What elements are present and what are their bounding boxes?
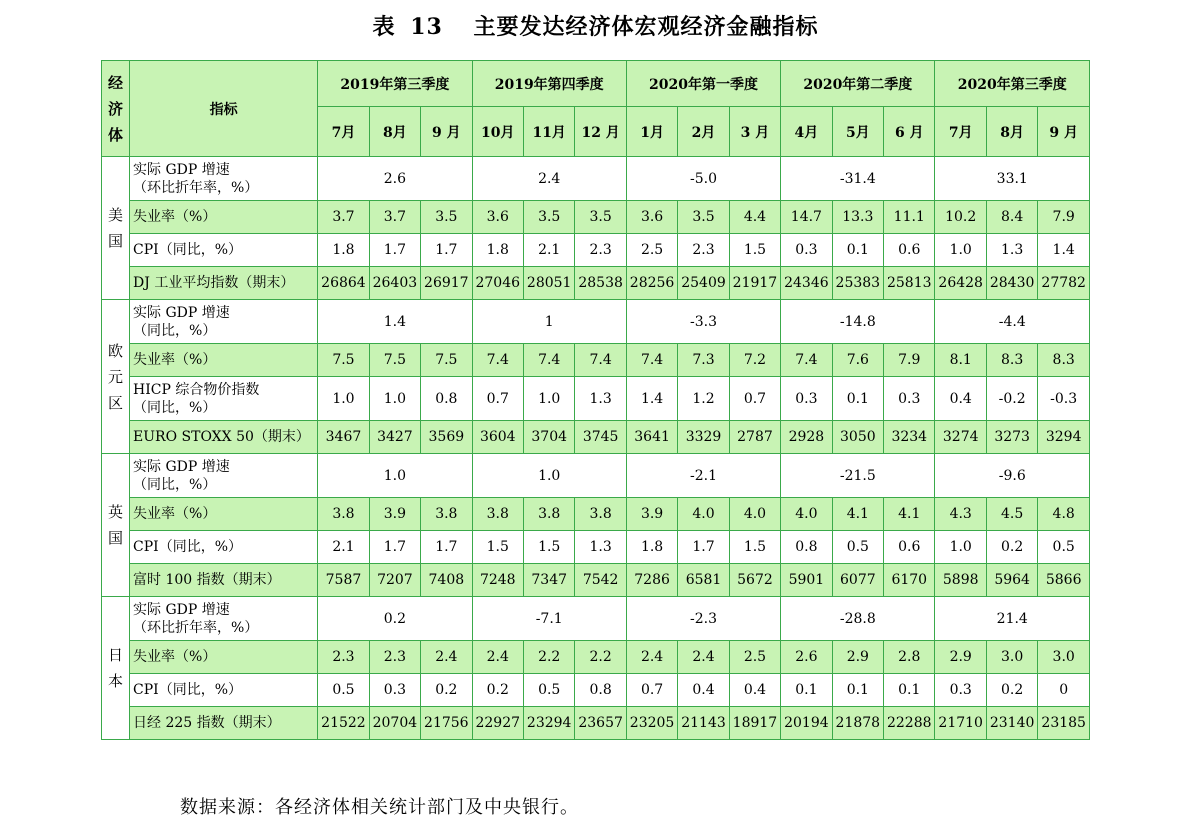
indicator-header: 指标	[130, 61, 318, 157]
value-cell: 2.3	[369, 641, 420, 674]
value-cell: 21756	[421, 707, 472, 740]
economy-label-char: 英	[108, 503, 124, 521]
value-cell: 4.8	[1038, 498, 1090, 531]
value-cell: 0.3	[781, 377, 832, 421]
value-cell: 22288	[884, 707, 935, 740]
value-cell: 25813	[884, 267, 935, 300]
quarter-header: 2019年第三季度	[318, 61, 472, 107]
value-cell: 13.3	[832, 201, 883, 234]
value-cell: 18917	[729, 707, 780, 740]
value-cell: 6170	[884, 564, 935, 597]
value-cell: 4.1	[884, 498, 935, 531]
value-cell: 8.3	[1038, 344, 1090, 377]
economy-label	[102, 157, 130, 300]
value-cell: 1.0	[369, 377, 420, 421]
indicator-label-line1: 实际 GDP 增速	[133, 601, 230, 618]
value-cell: 1.7	[369, 531, 420, 564]
value-cell: 1.0	[318, 377, 369, 421]
value-cell: 3569	[421, 421, 472, 454]
value-cell: 28256	[626, 267, 677, 300]
value-cell: 1.2	[678, 377, 729, 421]
value-cell: 3050	[832, 421, 883, 454]
quarter-header: 2019年第四季度	[472, 61, 626, 107]
table-row	[102, 707, 1090, 740]
value-cell: 0.2	[421, 674, 472, 707]
value-cell: 7.5	[318, 344, 369, 377]
value-cell: 0.4	[935, 377, 986, 421]
value-cell: 2.9	[935, 641, 986, 674]
indicator-label	[130, 300, 318, 344]
value-cell: 1.5	[729, 531, 780, 564]
indicator-label-line2: （同比，%）	[133, 399, 217, 416]
title-prefix: 表	[372, 14, 396, 40]
economy-label-char: 国	[108, 232, 124, 250]
value-cell: 2.6	[781, 641, 832, 674]
month-header: 9 月	[421, 107, 472, 157]
value-cell: 3.8	[575, 498, 626, 531]
value-cell: 27782	[1038, 267, 1090, 300]
month-header: 9 月	[1038, 107, 1090, 157]
value-cell: 10.2	[935, 201, 986, 234]
quarter-value-cell: 1	[472, 300, 626, 344]
value-cell: 2928	[781, 421, 832, 454]
value-cell: 3274	[935, 421, 986, 454]
table-row	[102, 421, 1090, 454]
value-cell: 3234	[884, 421, 935, 454]
economy-label-char: 元	[108, 367, 124, 386]
indicator-label	[130, 641, 318, 674]
value-cell: 0.1	[832, 377, 883, 421]
value-cell: 7587	[318, 564, 369, 597]
month-header: 7月	[935, 107, 986, 157]
value-cell: 2.9	[832, 641, 883, 674]
value-cell: 0.8	[421, 377, 472, 421]
value-cell: 3.5	[678, 201, 729, 234]
value-cell: 7.9	[884, 344, 935, 377]
table-row-gdp	[102, 157, 1090, 201]
value-cell: 0.3	[884, 377, 935, 421]
value-cell: 0.4	[678, 674, 729, 707]
value-cell: 5898	[935, 564, 986, 597]
value-cell: 0.3	[935, 674, 986, 707]
month-header: 6 月	[884, 107, 935, 157]
indicator-label-line1: 实际 GDP 增速	[133, 161, 230, 178]
value-cell: 0.2	[986, 531, 1037, 564]
value-cell: 1.0	[935, 531, 986, 564]
table-row	[102, 641, 1090, 674]
quarter-value-cell: -31.4	[781, 157, 935, 201]
value-cell: 7.4	[575, 344, 626, 377]
value-cell: 21143	[678, 707, 729, 740]
value-cell: 7.9	[1038, 201, 1090, 234]
table-row	[102, 201, 1090, 234]
value-cell: 2.3	[678, 234, 729, 267]
quarter-header: 2020年第三季度	[935, 61, 1090, 107]
value-cell: 3.8	[318, 498, 369, 531]
value-cell: 0.7	[472, 377, 523, 421]
month-header: 1月	[626, 107, 677, 157]
title-number: 13	[410, 14, 443, 40]
indicator-label-line1: 失业率（%）	[133, 209, 217, 225]
value-cell: 3.8	[421, 498, 472, 531]
quarter-value-cell: 2.4	[472, 157, 626, 201]
quarter-value-cell: -4.4	[935, 300, 1090, 344]
table-row	[102, 564, 1090, 597]
value-cell: 27046	[472, 267, 523, 300]
indicator-label	[130, 377, 318, 421]
value-cell: 23294	[523, 707, 574, 740]
value-cell: 2.2	[523, 641, 574, 674]
indicator-label-line2: （环比折年率，%）	[133, 179, 259, 196]
value-cell: 3.7	[369, 201, 420, 234]
quarter-value-cell: 1.4	[318, 300, 472, 344]
value-cell: 0.5	[832, 531, 883, 564]
indicator-label-line1: 日经 225 指数（期末）	[133, 715, 281, 731]
value-cell: 8.3	[986, 344, 1037, 377]
title-text: 主要发达经济体宏观经济金融指标	[473, 14, 819, 40]
value-cell: 1.0	[523, 377, 574, 421]
value-cell: 0.7	[626, 674, 677, 707]
quarter-value-cell: 1.0	[472, 454, 626, 498]
quarter-value-cell: 0.2	[318, 597, 472, 641]
economy-label	[102, 300, 130, 454]
value-cell: 2.2	[575, 641, 626, 674]
value-cell: 7.4	[781, 344, 832, 377]
value-cell: 7408	[421, 564, 472, 597]
value-cell: 4.0	[678, 498, 729, 531]
value-cell: 3273	[986, 421, 1037, 454]
quarter-value-cell: -9.6	[935, 454, 1090, 498]
value-cell: 0.5	[1038, 531, 1090, 564]
value-cell: 7542	[575, 564, 626, 597]
value-cell: 4.0	[729, 498, 780, 531]
value-cell: 2.1	[318, 531, 369, 564]
value-cell: 3704	[523, 421, 574, 454]
month-header: 12 月	[575, 107, 626, 157]
value-cell: 0.2	[986, 674, 1037, 707]
value-cell: 25409	[678, 267, 729, 300]
indicator-table	[101, 60, 1090, 740]
value-cell: 14.7	[781, 201, 832, 234]
economy-label-char: 日	[108, 646, 124, 664]
value-cell: 0.1	[781, 674, 832, 707]
value-cell: 2.4	[421, 641, 472, 674]
indicator-label	[130, 157, 318, 201]
month-header: 3 月	[729, 107, 780, 157]
value-cell: 1.7	[421, 234, 472, 267]
value-cell: 3.6	[626, 201, 677, 234]
value-cell: 21878	[832, 707, 883, 740]
value-cell: 4.3	[935, 498, 986, 531]
indicator-label-line1: HICP 综合物价指数	[133, 381, 260, 398]
value-cell: 4.5	[986, 498, 1037, 531]
indicator-label-line2: （同比，%）	[133, 476, 217, 493]
value-cell: 2.3	[318, 641, 369, 674]
value-cell: 3.0	[986, 641, 1037, 674]
value-cell: 26864	[318, 267, 369, 300]
indicator-label	[130, 344, 318, 377]
value-cell: 2.4	[678, 641, 729, 674]
value-cell: 1.3	[986, 234, 1037, 267]
value-cell: 8.1	[935, 344, 986, 377]
month-header: 5月	[832, 107, 883, 157]
data-source-note: 数据来源：各经济体相关统计部门及中央银行。	[180, 797, 579, 818]
value-cell: 4.0	[781, 498, 832, 531]
value-cell: 3.6	[472, 201, 523, 234]
value-cell: 2.3	[575, 234, 626, 267]
header-row-quarters	[102, 61, 1090, 107]
value-cell: 25383	[832, 267, 883, 300]
value-cell: 1.5	[523, 531, 574, 564]
value-cell: 0	[1038, 674, 1090, 707]
value-cell: 3.9	[369, 498, 420, 531]
value-cell: 7.5	[369, 344, 420, 377]
value-cell: 28051	[523, 267, 574, 300]
indicator-label-line1: CPI（同比，%）	[133, 242, 242, 258]
value-cell: 1.5	[472, 531, 523, 564]
value-cell: 7.3	[678, 344, 729, 377]
economy-label	[102, 454, 130, 597]
economy-label-char: 区	[108, 393, 124, 412]
indicator-label	[130, 674, 318, 707]
value-cell: 26428	[935, 267, 986, 300]
value-cell: 0.7	[729, 377, 780, 421]
table-row	[102, 267, 1090, 300]
value-cell: 1.7	[369, 234, 420, 267]
indicator-label	[130, 234, 318, 267]
economy-header-char: 经	[108, 73, 124, 92]
value-cell: 4.1	[832, 498, 883, 531]
indicator-label-line1: 富时 100 指数（期末）	[133, 572, 281, 588]
indicator-label	[130, 454, 318, 498]
quarter-value-cell: 21.4	[935, 597, 1090, 641]
table-title	[0, 10, 1191, 41]
economy-label-char: 国	[108, 529, 124, 547]
value-cell: 5901	[781, 564, 832, 597]
month-header: 2月	[678, 107, 729, 157]
value-cell: -0.3	[1038, 377, 1090, 421]
quarter-value-cell: -7.1	[472, 597, 626, 641]
table-row	[102, 234, 1090, 267]
month-header: 7月	[318, 107, 369, 157]
economy-header	[102, 61, 130, 157]
indicator-label-line1: 实际 GDP 增速	[133, 304, 230, 321]
value-cell: 23657	[575, 707, 626, 740]
value-cell: 0.2	[472, 674, 523, 707]
indicator-label-line1: 实际 GDP 增速	[133, 458, 230, 475]
economy-header-char: 济	[108, 99, 124, 118]
value-cell: 7.4	[626, 344, 677, 377]
value-cell: 7.4	[472, 344, 523, 377]
value-cell: 0.3	[781, 234, 832, 267]
value-cell: 2.5	[626, 234, 677, 267]
indicator-label-line1: 失业率（%）	[133, 352, 217, 368]
indicator-label	[130, 498, 318, 531]
indicator-label-line2: （同比，%）	[133, 322, 217, 339]
value-cell: 1.7	[678, 531, 729, 564]
value-cell: 11.1	[884, 201, 935, 234]
indicator-label-line2: （环比折年率，%）	[133, 619, 259, 636]
value-cell: 3294	[1038, 421, 1090, 454]
indicator-label	[130, 564, 318, 597]
value-cell: 3.5	[575, 201, 626, 234]
value-cell: -0.2	[986, 377, 1037, 421]
value-cell: 5866	[1038, 564, 1090, 597]
value-cell: 3.7	[318, 201, 369, 234]
indicator-label	[130, 421, 318, 454]
quarter-value-cell: -2.1	[626, 454, 780, 498]
value-cell: 0.1	[884, 674, 935, 707]
economy-label-char: 美	[108, 206, 124, 224]
indicator-label	[130, 597, 318, 641]
table-row	[102, 377, 1090, 421]
quarter-value-cell: 1.0	[318, 454, 472, 498]
quarter-header: 2020年第二季度	[781, 61, 935, 107]
value-cell: 1.4	[1038, 234, 1090, 267]
value-cell: 5672	[729, 564, 780, 597]
value-cell: 2.5	[729, 641, 780, 674]
value-cell: 0.6	[884, 234, 935, 267]
indicator-label	[130, 531, 318, 564]
value-cell: 1.3	[575, 531, 626, 564]
indicator-label-line1: CPI（同比，%）	[133, 539, 242, 555]
value-cell: 0.5	[523, 674, 574, 707]
indicator-label-line1: 失业率（%）	[133, 506, 217, 522]
value-cell: 26917	[421, 267, 472, 300]
value-cell: 3.9	[626, 498, 677, 531]
value-cell: 3329	[678, 421, 729, 454]
value-cell: 23140	[986, 707, 1037, 740]
value-cell: 2.4	[472, 641, 523, 674]
value-cell: 7248	[472, 564, 523, 597]
value-cell: 0.3	[369, 674, 420, 707]
month-header: 8月	[986, 107, 1037, 157]
value-cell: 2.1	[523, 234, 574, 267]
quarter-value-cell: -21.5	[781, 454, 935, 498]
value-cell: 3.5	[523, 201, 574, 234]
value-cell: 1.8	[318, 234, 369, 267]
value-cell: 3467	[318, 421, 369, 454]
value-cell: 1.7	[421, 531, 472, 564]
value-cell: 0.1	[832, 674, 883, 707]
value-cell: 22927	[472, 707, 523, 740]
value-cell: 1.3	[575, 377, 626, 421]
value-cell: 3.5	[421, 201, 472, 234]
quarter-value-cell: -5.0	[626, 157, 780, 201]
indicator-label-line1: EURO STOXX 50（期末）	[133, 429, 310, 445]
value-cell: 0.5	[318, 674, 369, 707]
value-cell: 1.0	[935, 234, 986, 267]
value-cell: 8.4	[986, 201, 1037, 234]
value-cell: 7.4	[523, 344, 574, 377]
table-row-gdp	[102, 300, 1090, 344]
value-cell: 7.6	[832, 344, 883, 377]
value-cell: 7347	[523, 564, 574, 597]
value-cell: 24346	[781, 267, 832, 300]
value-cell: 21710	[935, 707, 986, 740]
value-cell: 28430	[986, 267, 1037, 300]
value-cell: 7.5	[421, 344, 472, 377]
value-cell: 3641	[626, 421, 677, 454]
quarter-value-cell: -3.3	[626, 300, 780, 344]
value-cell: 1.8	[472, 234, 523, 267]
value-cell: 0.8	[575, 674, 626, 707]
indicator-label	[130, 267, 318, 300]
value-cell: 3.8	[472, 498, 523, 531]
value-cell: 7286	[626, 564, 677, 597]
value-cell: 7.2	[729, 344, 780, 377]
value-cell: 3.8	[523, 498, 574, 531]
value-cell: 1.5	[729, 234, 780, 267]
quarter-header: 2020年第一季度	[626, 61, 780, 107]
value-cell: 2.4	[626, 641, 677, 674]
month-header: 8月	[369, 107, 420, 157]
month-header: 4月	[781, 107, 832, 157]
quarter-value-cell: -14.8	[781, 300, 935, 344]
value-cell: 5964	[986, 564, 1037, 597]
value-cell: 0.4	[729, 674, 780, 707]
indicator-label	[130, 201, 318, 234]
table-row	[102, 498, 1090, 531]
economy-header-char: 体	[108, 125, 124, 144]
table-row-gdp	[102, 454, 1090, 498]
value-cell: 0.6	[884, 531, 935, 564]
value-cell: 3.0	[1038, 641, 1090, 674]
value-cell: 3427	[369, 421, 420, 454]
value-cell: 26403	[369, 267, 420, 300]
economy-label	[102, 597, 130, 740]
value-cell: 20704	[369, 707, 420, 740]
quarter-value-cell: -28.8	[781, 597, 935, 641]
value-cell: 3745	[575, 421, 626, 454]
value-cell: 2787	[729, 421, 780, 454]
value-cell: 2.8	[884, 641, 935, 674]
indicator-label-line1: 失业率（%）	[133, 649, 217, 665]
indicator-label-line1: DJ 工业平均指数（期末）	[133, 275, 295, 291]
quarter-value-cell: 2.6	[318, 157, 472, 201]
value-cell: 6077	[832, 564, 883, 597]
value-cell: 1.4	[626, 377, 677, 421]
month-header: 10月	[472, 107, 523, 157]
value-cell: 0.1	[832, 234, 883, 267]
value-cell: 6581	[678, 564, 729, 597]
value-cell: 28538	[575, 267, 626, 300]
month-header: 11月	[523, 107, 574, 157]
quarter-value-cell: -2.3	[626, 597, 780, 641]
value-cell: 20194	[781, 707, 832, 740]
value-cell: 0.8	[781, 531, 832, 564]
table-row-gdp	[102, 597, 1090, 641]
economy-label-char: 本	[108, 672, 124, 690]
quarter-value-cell: 33.1	[935, 157, 1090, 201]
value-cell: 21917	[729, 267, 780, 300]
table-row	[102, 344, 1090, 377]
value-cell: 21522	[318, 707, 369, 740]
indicator-label	[130, 707, 318, 740]
value-cell: 1.8	[626, 531, 677, 564]
value-cell: 3604	[472, 421, 523, 454]
value-cell: 23205	[626, 707, 677, 740]
economy-label-char: 欧	[108, 341, 124, 360]
table-row	[102, 531, 1090, 564]
value-cell: 23185	[1038, 707, 1090, 740]
indicator-label-line1: CPI（同比，%）	[133, 682, 242, 698]
table-row	[102, 674, 1090, 707]
value-cell: 4.4	[729, 201, 780, 234]
value-cell: 7207	[369, 564, 420, 597]
